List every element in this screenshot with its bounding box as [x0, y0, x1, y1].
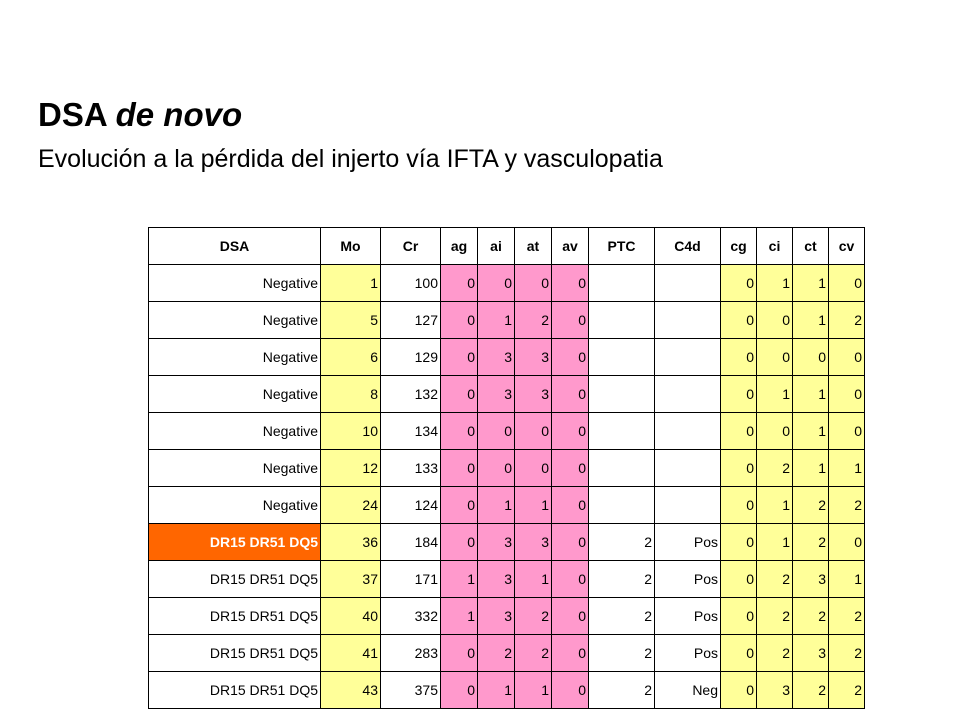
cell-ct: 1: [793, 302, 829, 339]
cell-av: 0: [552, 561, 589, 598]
cell-ci: 3: [757, 672, 793, 709]
cell-av: 0: [552, 302, 589, 339]
cell-ptc: [589, 487, 655, 524]
cell-cg: 0: [721, 635, 757, 672]
cell-ptc: 2: [589, 635, 655, 672]
cell-ag: 0: [441, 487, 478, 524]
cell-c4d: [655, 413, 721, 450]
cell-av: 0: [552, 265, 589, 302]
cell-ai: 1: [478, 302, 515, 339]
cell-ai: 3: [478, 561, 515, 598]
cell-at: 0: [515, 413, 552, 450]
cell-ag: 0: [441, 450, 478, 487]
table-body: [149, 265, 865, 709]
cell-ptc: [589, 302, 655, 339]
cell-c4d: [655, 450, 721, 487]
cell-ct: 3: [793, 561, 829, 598]
cell-c4d: [655, 339, 721, 376]
cell-ptc: [589, 376, 655, 413]
cell-mo: 8: [321, 376, 381, 413]
cell-ai: 0: [478, 450, 515, 487]
cell-ai: 3: [478, 524, 515, 561]
cell-mo: 6: [321, 339, 381, 376]
data-table: [148, 227, 865, 709]
cell-cv: 0: [829, 339, 865, 376]
cell-at: 3: [515, 376, 552, 413]
cell-ci: 2: [757, 635, 793, 672]
cell-dsa: DR15 DR51 DQ5: [149, 672, 321, 709]
cell-cg: 0: [721, 672, 757, 709]
cell-cg: 0: [721, 265, 757, 302]
title-italic: de novo: [115, 96, 243, 133]
cell-ci: 0: [757, 413, 793, 450]
cell-cr: 171: [381, 561, 441, 598]
cell-ci: 0: [757, 339, 793, 376]
table-row: [149, 413, 865, 450]
cell-cg: 0: [721, 302, 757, 339]
cell-av: 0: [552, 598, 589, 635]
table-row: [149, 598, 865, 635]
cell-mo: 37: [321, 561, 381, 598]
cell-cg: 0: [721, 561, 757, 598]
cell-ag: 0: [441, 339, 478, 376]
table-row: [149, 672, 865, 709]
cell-ag: 0: [441, 265, 478, 302]
column-header-ci: ci: [757, 228, 793, 265]
cell-ai: 3: [478, 339, 515, 376]
cell-cg: 0: [721, 487, 757, 524]
cell-ai: 3: [478, 376, 515, 413]
column-header-ptc: PTC: [589, 228, 655, 265]
cell-cr: 375: [381, 672, 441, 709]
cell-at: 1: [515, 672, 552, 709]
cell-cr: 133: [381, 450, 441, 487]
cell-av: 0: [552, 413, 589, 450]
cell-at: 3: [515, 339, 552, 376]
cell-cr: 134: [381, 413, 441, 450]
cell-ag: 1: [441, 561, 478, 598]
cell-ag: 0: [441, 302, 478, 339]
cell-cg: 0: [721, 413, 757, 450]
cell-dsa: Negative: [149, 413, 321, 450]
cell-ptc: [589, 413, 655, 450]
column-header-av: av: [552, 228, 589, 265]
cell-ag: 0: [441, 524, 478, 561]
cell-mo: 12: [321, 450, 381, 487]
cell-ct: 0: [793, 339, 829, 376]
slide-subtitle: Evolución a la pérdida del injerto vía IFTA y vasculopatia: [38, 145, 663, 173]
cell-dsa: Negative: [149, 265, 321, 302]
cell-c4d: Pos: [655, 524, 721, 561]
column-header-dsa: DSA: [149, 228, 321, 265]
cell-ct: 2: [793, 524, 829, 561]
cell-ct: 1: [793, 376, 829, 413]
cell-cv: 2: [829, 302, 865, 339]
cell-cr: 124: [381, 487, 441, 524]
cell-ci: 1: [757, 524, 793, 561]
cell-dsa: Negative: [149, 302, 321, 339]
cell-ai: 0: [478, 413, 515, 450]
title-main: DSA: [38, 96, 116, 133]
cell-cr: 283: [381, 635, 441, 672]
cell-cg: 0: [721, 450, 757, 487]
column-header-cr: Cr: [381, 228, 441, 265]
cell-ai: 1: [478, 487, 515, 524]
cell-cv: 0: [829, 413, 865, 450]
table-row: [149, 265, 865, 302]
cell-av: 0: [552, 672, 589, 709]
table-row: [149, 487, 865, 524]
cell-c4d: [655, 487, 721, 524]
header-row: [149, 228, 865, 265]
cell-cr: 132: [381, 376, 441, 413]
cell-at: 0: [515, 265, 552, 302]
cell-ag: 0: [441, 376, 478, 413]
cell-c4d: Pos: [655, 635, 721, 672]
cell-at: 1: [515, 487, 552, 524]
cell-cv: 2: [829, 487, 865, 524]
cell-dsa: Negative: [149, 339, 321, 376]
cell-dsa: DR15 DR51 DQ5: [149, 524, 321, 561]
column-header-c4d: C4d: [655, 228, 721, 265]
cell-dsa: DR15 DR51 DQ5: [149, 598, 321, 635]
cell-cv: 0: [829, 376, 865, 413]
cell-cg: 0: [721, 376, 757, 413]
cell-ag: 0: [441, 672, 478, 709]
cell-ci: 1: [757, 376, 793, 413]
cell-ct: 1: [793, 450, 829, 487]
table-row: [149, 561, 865, 598]
cell-at: 0: [515, 450, 552, 487]
cell-cr: 184: [381, 524, 441, 561]
cell-at: 2: [515, 635, 552, 672]
cell-ag: 1: [441, 598, 478, 635]
cell-cr: 332: [381, 598, 441, 635]
cell-ct: 2: [793, 598, 829, 635]
slide-title: [38, 96, 242, 134]
cell-ai: 0: [478, 265, 515, 302]
cell-cv: 1: [829, 450, 865, 487]
cell-ag: 0: [441, 635, 478, 672]
cell-ci: 2: [757, 598, 793, 635]
cell-c4d: [655, 265, 721, 302]
cell-cv: 2: [829, 598, 865, 635]
cell-ct: 1: [793, 413, 829, 450]
cell-c4d: Pos: [655, 598, 721, 635]
cell-mo: 1: [321, 265, 381, 302]
column-header-ai: ai: [478, 228, 515, 265]
cell-c4d: [655, 302, 721, 339]
table-row: [149, 339, 865, 376]
cell-ptc: [589, 339, 655, 376]
cell-cr: 129: [381, 339, 441, 376]
cell-ai: 2: [478, 635, 515, 672]
cell-av: 0: [552, 376, 589, 413]
column-header-ct: ct: [793, 228, 829, 265]
table-row: [149, 524, 865, 561]
cell-dsa: Negative: [149, 450, 321, 487]
cell-ptc: 2: [589, 524, 655, 561]
cell-c4d: Pos: [655, 561, 721, 598]
table-row: [149, 376, 865, 413]
cell-cg: 0: [721, 339, 757, 376]
cell-ag: 0: [441, 413, 478, 450]
cell-cg: 0: [721, 524, 757, 561]
cell-mo: 41: [321, 635, 381, 672]
cell-av: 0: [552, 524, 589, 561]
cell-ci: 0: [757, 302, 793, 339]
cell-ci: 1: [757, 265, 793, 302]
cell-ptc: [589, 265, 655, 302]
cell-av: 0: [552, 450, 589, 487]
cell-dsa: Negative: [149, 376, 321, 413]
cell-ptc: 2: [589, 598, 655, 635]
cell-cv: 1: [829, 561, 865, 598]
cell-at: 3: [515, 524, 552, 561]
cell-mo: 10: [321, 413, 381, 450]
cell-at: 2: [515, 598, 552, 635]
cell-dsa: DR15 DR51 DQ5: [149, 635, 321, 672]
cell-cv: 0: [829, 265, 865, 302]
cell-dsa: DR15 DR51 DQ5: [149, 561, 321, 598]
cell-ci: 2: [757, 450, 793, 487]
cell-cg: 0: [721, 598, 757, 635]
cell-mo: 36: [321, 524, 381, 561]
cell-mo: 43: [321, 672, 381, 709]
cell-ptc: 2: [589, 561, 655, 598]
column-header-cg: cg: [721, 228, 757, 265]
cell-ptc: [589, 450, 655, 487]
cell-dsa: Negative: [149, 487, 321, 524]
cell-cv: 2: [829, 635, 865, 672]
cell-at: 1: [515, 561, 552, 598]
cell-c4d: [655, 376, 721, 413]
cell-ct: 2: [793, 672, 829, 709]
cell-ct: 2: [793, 487, 829, 524]
cell-mo: 40: [321, 598, 381, 635]
cell-cr: 127: [381, 302, 441, 339]
table-row: [149, 635, 865, 672]
table-row: [149, 450, 865, 487]
column-header-cv: cv: [829, 228, 865, 265]
cell-ai: 1: [478, 672, 515, 709]
cell-mo: 5: [321, 302, 381, 339]
cell-av: 0: [552, 635, 589, 672]
cell-cv: 0: [829, 524, 865, 561]
cell-cv: 2: [829, 672, 865, 709]
column-header-at: at: [515, 228, 552, 265]
cell-c4d: Neg: [655, 672, 721, 709]
column-header-mo: Mo: [321, 228, 381, 265]
cell-av: 0: [552, 487, 589, 524]
cell-ct: 1: [793, 265, 829, 302]
cell-ai: 3: [478, 598, 515, 635]
column-header-ag: ag: [441, 228, 478, 265]
cell-av: 0: [552, 339, 589, 376]
cell-ct: 3: [793, 635, 829, 672]
cell-at: 2: [515, 302, 552, 339]
cell-ptc: 2: [589, 672, 655, 709]
table-row: [149, 302, 865, 339]
cell-cr: 100: [381, 265, 441, 302]
cell-ci: 1: [757, 487, 793, 524]
cell-mo: 24: [321, 487, 381, 524]
cell-ci: 2: [757, 561, 793, 598]
